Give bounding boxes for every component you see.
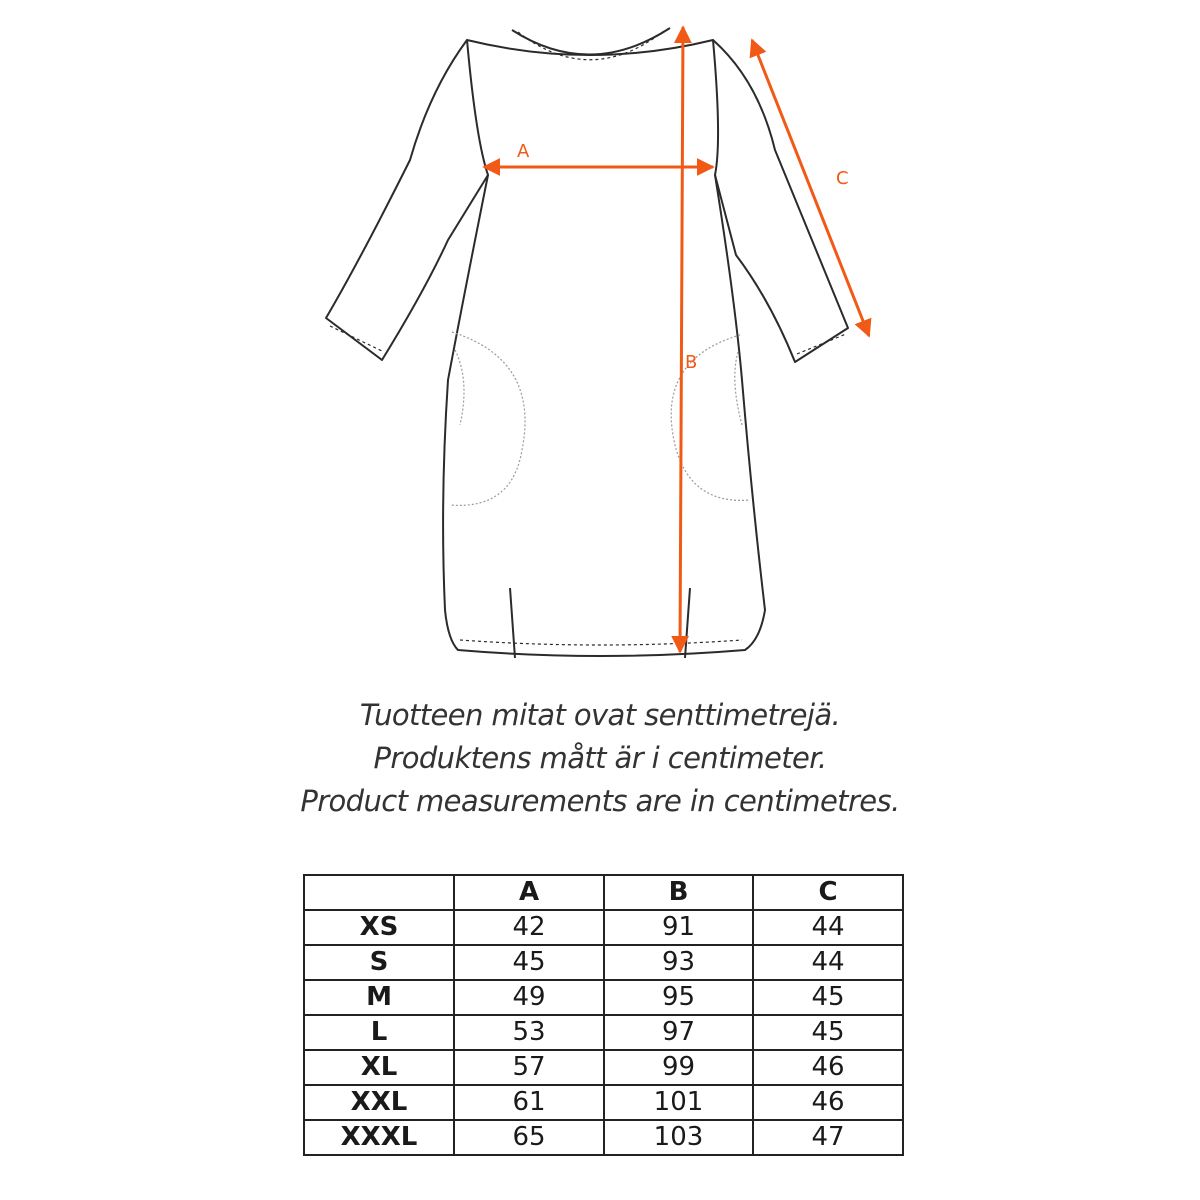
value-b-cell: 101 [604, 1085, 753, 1120]
value-b-cell: 103 [604, 1120, 753, 1155]
dress-outline [326, 28, 848, 658]
value-a-cell: 53 [454, 1015, 604, 1050]
header-c: C [753, 875, 903, 910]
label-c: C [836, 168, 849, 189]
value-a-cell: 65 [454, 1120, 604, 1155]
label-b: B [685, 352, 698, 373]
header-b: B [604, 875, 753, 910]
header-size [304, 875, 454, 910]
value-a-cell: 42 [454, 910, 604, 945]
size-cell: XXL [304, 1085, 454, 1120]
value-c-cell: 44 [753, 910, 903, 945]
size-table [303, 874, 904, 1156]
caption-english: Product measurements are in centimetres. [300, 784, 900, 818]
value-b-cell: 95 [604, 980, 753, 1015]
arrow-b [680, 27, 683, 652]
neckline [512, 28, 670, 55]
label-a: A [517, 141, 530, 162]
value-b-cell: 91 [604, 910, 753, 945]
value-c-cell: 47 [753, 1120, 903, 1155]
table-row [304, 1015, 903, 1050]
value-c-cell: 46 [753, 1085, 903, 1120]
caption-swedish: Produktens mått är i centimeter. [373, 741, 827, 775]
value-c-cell: 45 [753, 1015, 903, 1050]
value-a-cell: 61 [454, 1085, 604, 1120]
right-sleeve [713, 40, 848, 362]
table-row [304, 945, 903, 980]
value-a-cell: 49 [454, 980, 604, 1015]
table-row [304, 910, 903, 945]
header-a: A [454, 875, 604, 910]
value-b-cell: 97 [604, 1015, 753, 1050]
value-a-cell: 57 [454, 1050, 604, 1085]
value-a-cell: 45 [454, 945, 604, 980]
caption-finnish: Tuotteen mitat ovat senttimetrejä. [359, 698, 841, 732]
size-cell: XS [304, 910, 454, 945]
value-b-cell: 93 [604, 945, 753, 980]
table-header-row [304, 875, 903, 910]
pockets [450, 332, 750, 505]
arrow-c [752, 40, 869, 336]
size-cell: XXXL [304, 1120, 454, 1155]
size-cell: XL [304, 1050, 454, 1085]
measurement-arrows [484, 27, 869, 652]
table-row [304, 1085, 903, 1120]
value-b-cell: 99 [604, 1050, 753, 1085]
right-pocket [671, 335, 750, 500]
dress-body [443, 40, 765, 656]
table-row [304, 1120, 903, 1155]
measurement-note [0, 694, 1200, 823]
value-c-cell: 45 [753, 980, 903, 1015]
value-c-cell: 46 [753, 1050, 903, 1085]
size-cell: M [304, 980, 454, 1015]
size-cell: L [304, 1015, 454, 1050]
left-pocket [450, 332, 525, 505]
value-c-cell: 44 [753, 945, 903, 980]
size-cell: S [304, 945, 454, 980]
table-row [304, 1050, 903, 1085]
table-row [304, 980, 903, 1015]
left-sleeve [326, 40, 488, 360]
